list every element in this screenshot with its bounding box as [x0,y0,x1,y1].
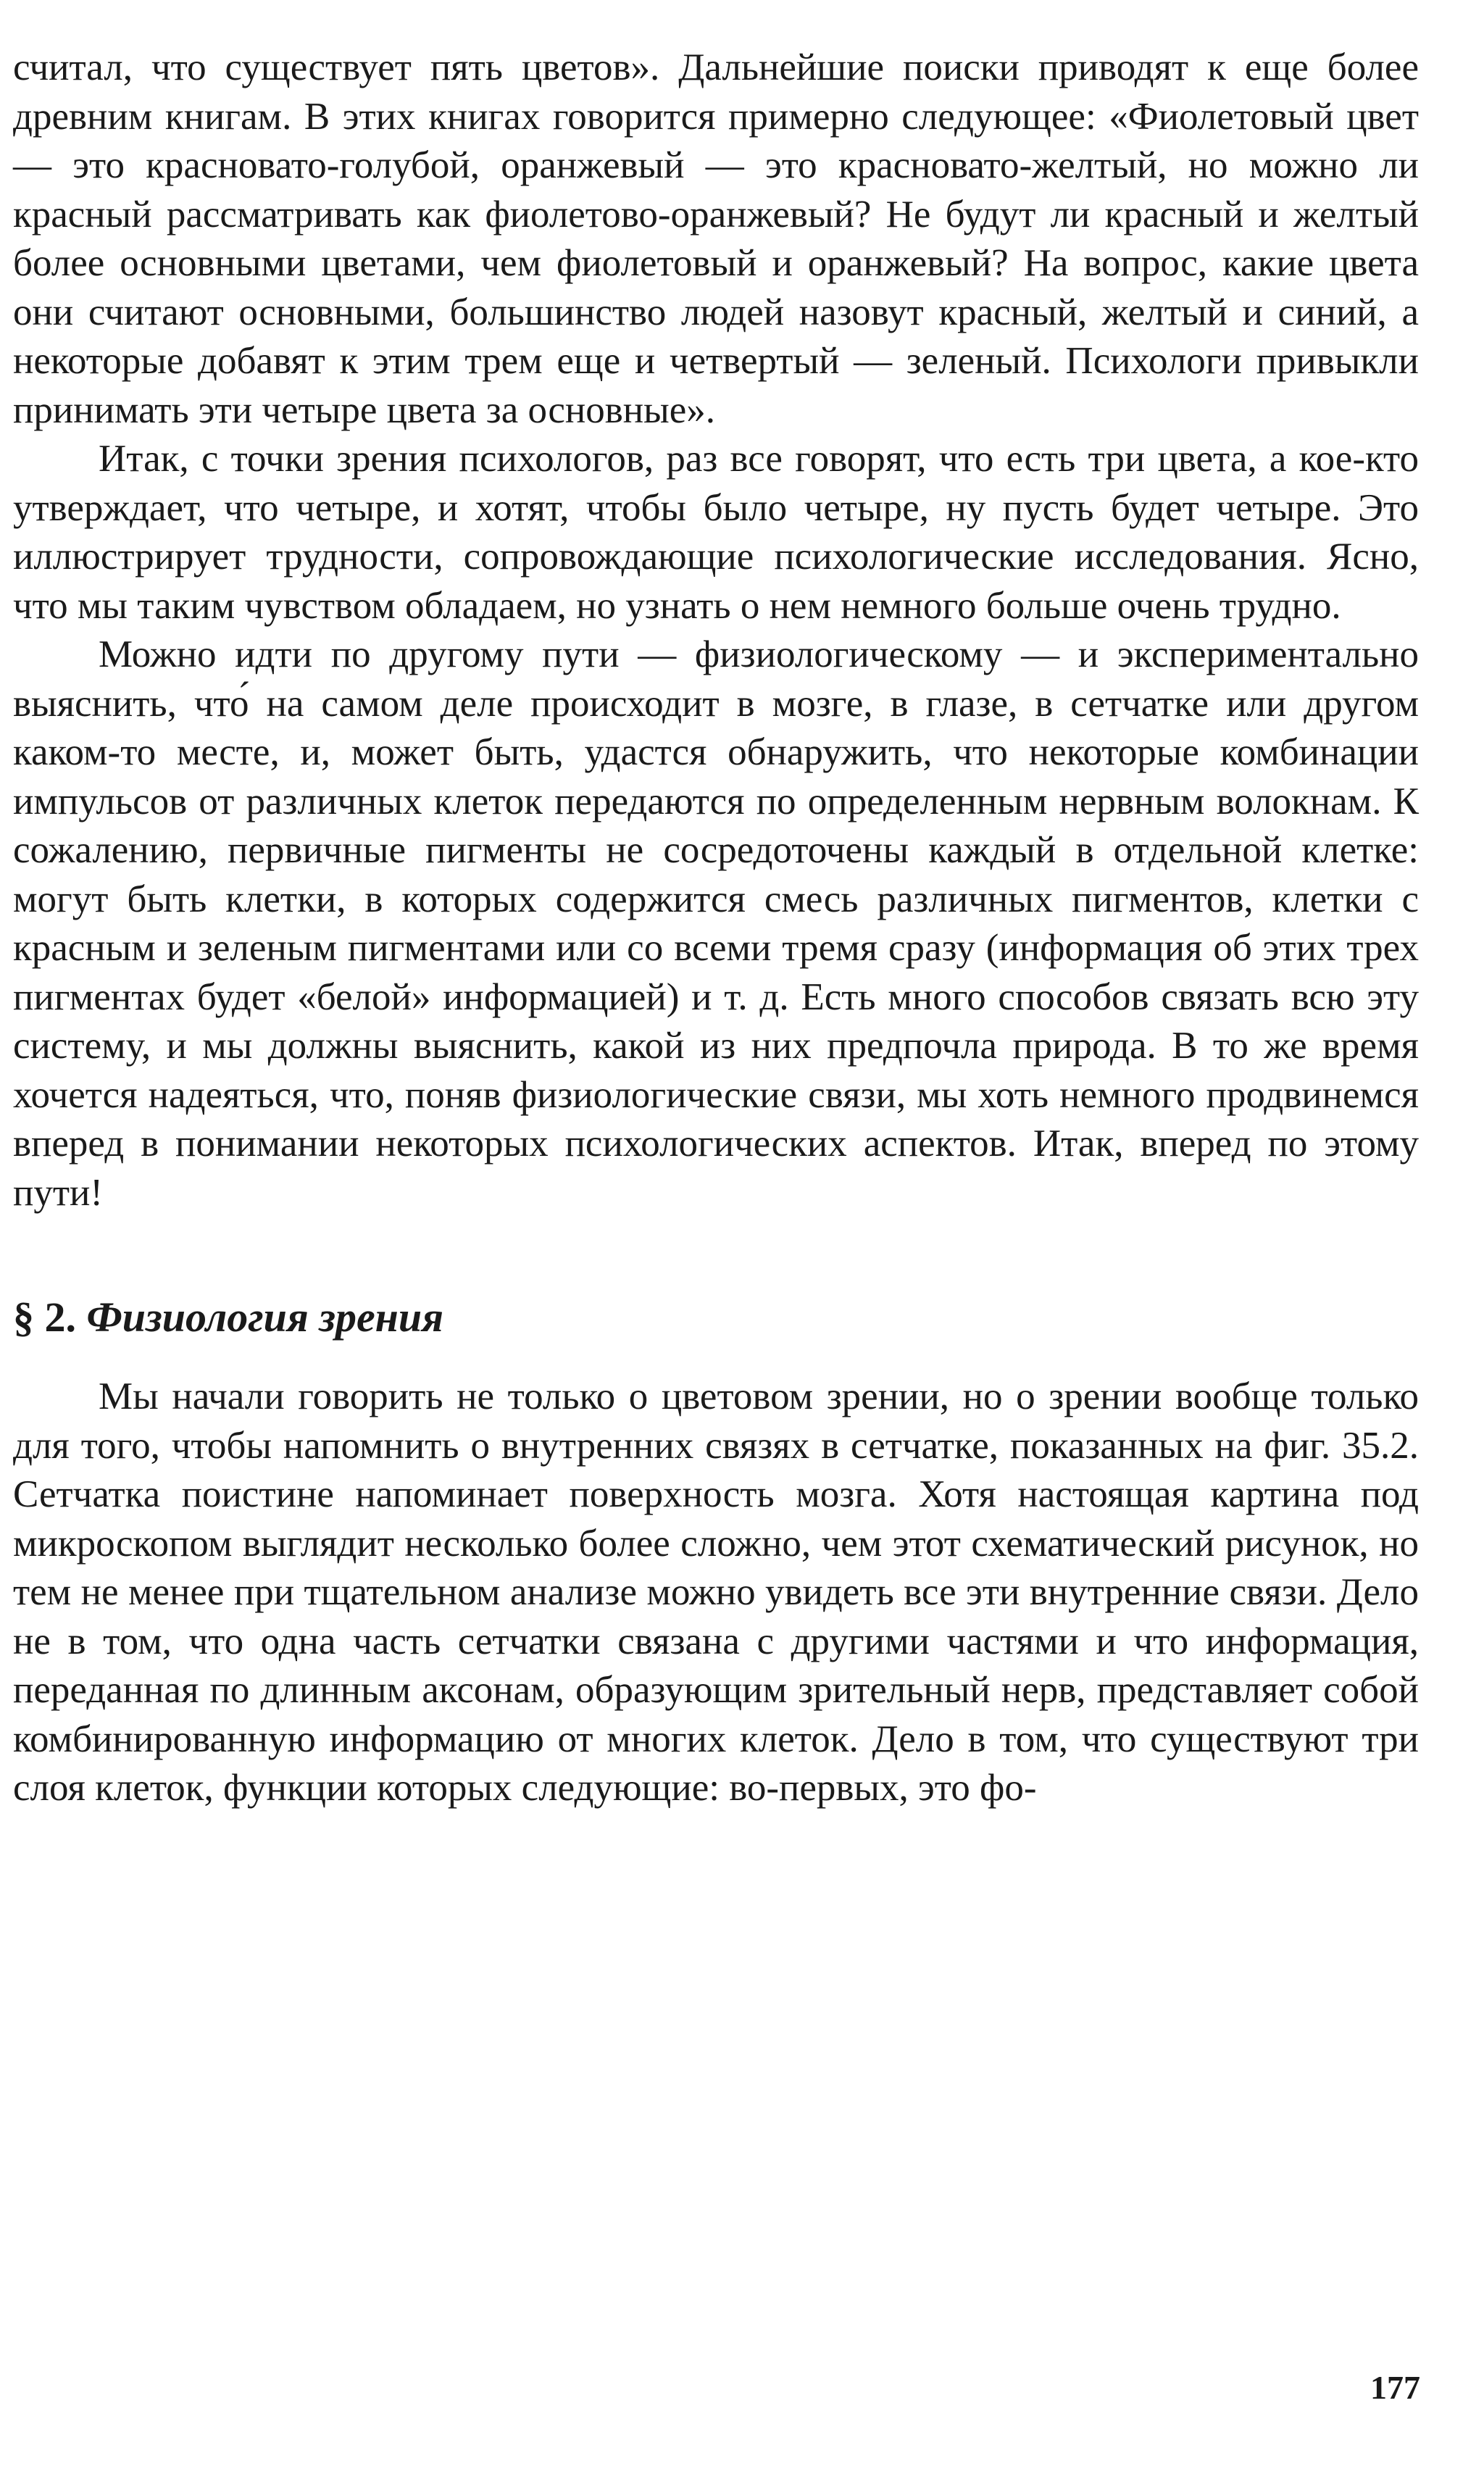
paragraph-physiological-path: Можно идти по другому пути — физиологическому — и экспериментально выяснить, что́ на самом деле происходит в мозге, в глазе, в сетчатке или другом каком-то месте, и, может быть, удастся обнаружить, что некоторые комбинации импульсов от различных клеток передаются по определенным нервным волокнам. К сожалению, первичные пигменты не сосредоточены каждый в отдельной клетке: могут быть клетки, в которых содержится смесь различных пигментов, клетки с красным и зеленым пигментами или со всеми тремя сразу (информация об этих трех пигментах будет «белой» информацией) и т. д. Есть много способов связать всю эту систему, и мы должны выяснить, какой из них предпочла природа. В то же время хочется надеяться, что, поняв физиологические связи, мы хоть немного продвинемся вперед в понимании некоторых психологических аспектов. Итак, вперед по этому пути! [13,633,1419,1214]
section-title: Физиология зрения [86,1294,444,1341]
paragraph-retina: Мы начали говорить не только о цветовом зрении, но о зрении вообще только для того, чтобы напомнить о внутренних связях в сетчатке, показанных на фиг. 35.2. Сетчатка поистине напоминает поверхность мозга. Хотя настоящая картина под микроскопом выглядит несколько более сложно, чем этот схематический рисунок, но тем не менее при тщательном анализе можно увидеть все эти внутренние связи. Дело не в том, что одна часть сетчатки связана с другими частями и что информация, переданная по длинным аксонам, образующим зрительный нерв, представляет собой комбинированную информацию от многих клеток. Дело в том, что существуют три слоя клеток, функции которых следующие: во-первых, это фо- [13,1375,1419,1809]
paragraph-continuation: считал, что существует пять цветов». Дальнейшие поиски приводят к еще более древним книгам. В этих книгах говорится примерно следующее: «Фиолетовый цвет — это красновато-голубой, оранжевый — это красновато-желтый, но можно ли красный рассматривать как фиолетово-оранжевый? Не будут ли красный и желтый более основными цветами, чем фиолетовый и оранжевый? На вопрос, какие цвета они считают основными, большинство людей назовут красный, желтый и синий, а некоторые добавят к этим трем еще и четвертый — зеленый. Психологи привыкли принимать эти четыре цвета за основные». [13,46,1419,431]
section-number: § 2. [13,1294,76,1341]
page-body [13,43,1419,1813]
page-number: 177 [1370,2369,1420,2406]
section-heading [13,1292,1419,1343]
paragraph-psychologists: Итак, с точки зрения психологов, раз все говорят, что есть три цвета, а кое-кто утверждает, что четыре, и хотят, чтобы было четыре, ну пусть будет четыре. Это иллюстрирует трудности, сопровождающие психологические исследования. Ясно, что мы таким чувством обладаем, но узнать о нем немного больше очень трудно. [13,438,1419,627]
